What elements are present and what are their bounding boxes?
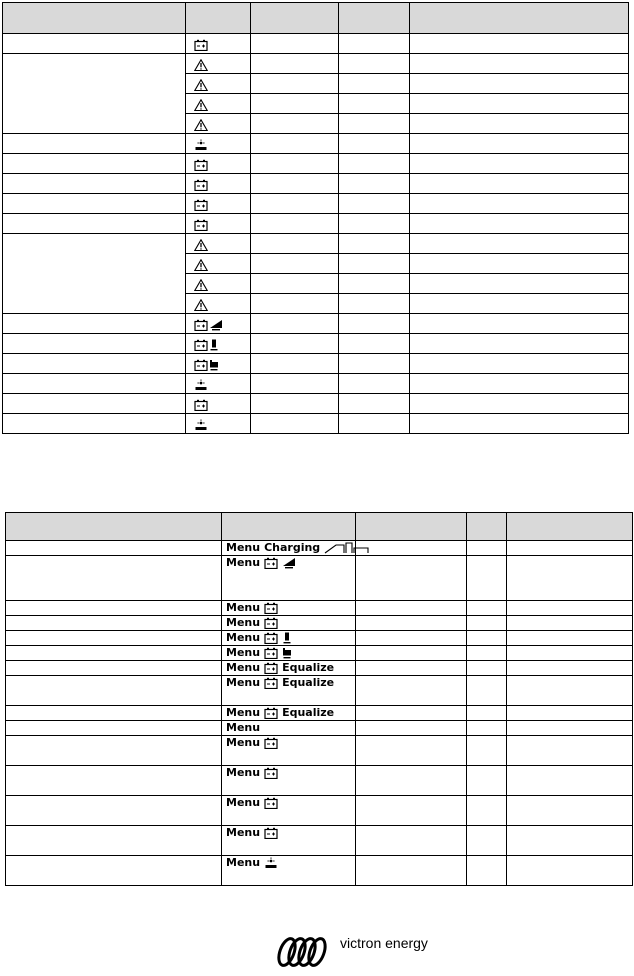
float-icon [209,359,219,371]
value-cell [356,601,467,616]
table-row [3,394,629,414]
value-cell [410,174,629,194]
icon-cell [186,194,251,214]
value-cell [356,616,467,631]
description-cell [3,414,186,434]
menu-path-cell [222,661,356,676]
value-cell [251,94,339,114]
menu-path-cell [222,556,356,601]
value-cell [507,766,633,796]
battery-icon [264,632,278,644]
description-cell [3,174,186,194]
table-row [6,541,633,556]
value-cell [410,194,629,214]
victron-energy-logo [275,932,435,976]
value-cell [356,676,467,706]
description-cell [6,556,222,601]
value-cell [410,314,629,334]
battery-icon [264,557,278,569]
value-cell [339,414,410,434]
menu-path-cell [222,826,356,856]
menu-path-cell [222,601,356,616]
menu-label: Menu [226,646,261,659]
value-cell [339,114,410,134]
status-table [2,2,629,434]
menu-path-cell [222,616,356,631]
value-cell [251,194,339,214]
value-cell [356,556,467,601]
value-cell [251,334,339,354]
table-row [3,134,629,154]
value-cell [356,646,467,661]
value-cell [356,826,467,856]
value-cell [339,374,410,394]
value-cell [507,601,633,616]
logo-mark-icon [275,932,435,972]
value-cell [251,114,339,134]
value-cell [356,541,467,556]
description-cell [6,721,222,736]
battery-icon [194,159,208,171]
icon-cell [186,414,251,434]
header-cell [356,513,467,541]
table-row [6,721,633,736]
value-cell [356,736,467,766]
charge-curve-icon [324,542,370,554]
value-cell [251,34,339,54]
value-cell [251,314,339,334]
header-cell [222,513,356,541]
table-row [6,601,633,616]
menu-label: Menu [226,706,261,719]
description-cell [3,194,186,214]
value-cell [251,294,339,314]
description-cell [3,154,186,174]
value-cell [467,736,507,766]
value-cell [339,314,410,334]
menu-label: Menu [226,721,261,734]
value-cell [507,631,633,646]
value-cell [507,616,633,631]
icon-cell [186,334,251,354]
menu-path-cell [222,796,356,826]
absorption-icon [282,632,292,644]
table-row [6,646,633,661]
table-row [6,826,633,856]
icon-cell [186,34,251,54]
header-cell [186,3,251,34]
menu-label: Menu [226,631,261,644]
battery-icon [194,199,208,211]
value-cell [507,736,633,766]
menu-item-label: Equalize [282,676,335,689]
value-cell [339,94,410,114]
value-cell [356,706,467,721]
absorption-icon [209,339,219,351]
table-row [3,234,629,254]
value-cell [467,601,507,616]
value-cell [467,766,507,796]
battery-icon [264,677,278,689]
icon-cell [186,214,251,234]
value-cell [467,556,507,601]
header-cell [6,513,222,541]
battery-icon [264,617,278,629]
description-cell [3,34,186,54]
icon-cell [186,274,251,294]
battery-icon [194,339,208,351]
description-cell [3,334,186,354]
value-cell [339,54,410,74]
value-cell [507,541,633,556]
value-cell [251,414,339,434]
value-cell [507,661,633,676]
value-cell [339,274,410,294]
battery-icon [264,827,278,839]
value-cell [356,796,467,826]
table-row [3,314,629,334]
menu-path-cell [222,736,356,766]
value-cell [410,354,629,374]
value-cell [410,134,629,154]
value-cell [251,354,339,374]
menu-table [5,512,633,886]
description-cell [6,661,222,676]
value-cell [410,154,629,174]
battery-icon [194,179,208,191]
description-cell [3,134,186,154]
table-row [6,706,633,721]
value-cell [467,661,507,676]
warning-icon [194,99,208,111]
table-row [3,374,629,394]
value-cell [339,194,410,214]
menu-path-cell [222,721,356,736]
header-cell [3,3,186,34]
value-cell [467,706,507,721]
battery-icon [264,662,278,674]
value-cell [507,706,633,721]
icon-cell [186,294,251,314]
warning-icon [194,79,208,91]
icon-cell [186,74,251,94]
value-cell [507,856,633,886]
value-cell [339,174,410,194]
value-cell [356,721,467,736]
table-row [6,796,633,826]
value-cell [410,394,629,414]
value-cell [339,34,410,54]
value-cell [251,374,339,394]
value-cell [410,54,629,74]
menu-path-cell [222,766,356,796]
table-row [6,736,633,766]
value-cell [507,796,633,826]
value-cell [339,214,410,234]
value-cell [251,54,339,74]
battery-icon [194,39,208,51]
value-cell [410,274,629,294]
icon-cell [186,154,251,174]
battery-icon [194,219,208,231]
value-cell [251,154,339,174]
table-row [6,661,633,676]
bulk-icon [282,557,296,569]
menu-label: Menu [226,601,261,614]
warning-icon [194,119,208,131]
menu-path-cell [222,706,356,721]
menu-path-cell [222,631,356,646]
header-cell [467,513,507,541]
value-cell [410,74,629,94]
value-cell [251,234,339,254]
value-cell [339,154,410,174]
menu-path-cell [222,856,356,886]
battery-icon [194,319,208,331]
description-cell [3,214,186,234]
battery-icon [264,647,278,659]
table-row [3,194,629,214]
value-cell [339,334,410,354]
table-row [3,174,629,194]
value-cell [251,254,339,274]
warning-icon [194,299,208,311]
value-cell [410,294,629,314]
value-cell [356,766,467,796]
description-cell [3,374,186,394]
icon-cell [186,254,251,274]
table-row [6,856,633,886]
value-cell [410,254,629,274]
sun-icon [194,419,208,431]
value-cell [356,856,467,886]
value-cell [410,214,629,234]
value-cell [410,374,629,394]
value-cell [410,114,629,134]
menu-label: Menu [226,676,261,689]
description-cell [6,601,222,616]
description-cell [6,766,222,796]
icon-cell [186,234,251,254]
battery-icon [194,359,208,371]
description-cell [6,541,222,556]
value-cell [339,354,410,374]
icon-cell [186,54,251,74]
menu-label: Menu [226,556,261,569]
bulk-icon [209,319,223,331]
value-cell [251,134,339,154]
description-cell [6,706,222,721]
description-cell [3,354,186,374]
value-cell [467,721,507,736]
value-cell [467,541,507,556]
table-row [3,354,629,374]
value-cell [507,676,633,706]
description-cell [3,314,186,334]
value-cell [251,274,339,294]
value-cell [356,631,467,646]
menu-table-header [6,513,633,541]
table-row [3,54,629,74]
table-row [6,616,633,631]
value-cell [410,414,629,434]
value-cell [467,616,507,631]
sun-icon [194,379,208,391]
sun-icon [194,139,208,151]
icon-cell [186,314,251,334]
value-cell [339,134,410,154]
battery-icon [264,737,278,749]
value-cell [251,214,339,234]
description-cell [6,856,222,886]
menu-label: Menu [226,661,261,674]
table-row [6,766,633,796]
battery-icon [264,602,278,614]
menu-item-label: Equalize [282,706,335,719]
menu-label: Menu [226,796,261,809]
value-cell [410,234,629,254]
warning-icon [194,259,208,271]
icon-cell [186,134,251,154]
menu-path-cell [222,541,356,556]
table-row [3,414,629,434]
sun-icon [264,857,278,869]
description-cell [6,676,222,706]
table-row [3,334,629,354]
battery-icon [264,797,278,809]
menu-path-cell [222,646,356,661]
menu-item-label: Equalize [282,661,335,674]
value-cell [410,94,629,114]
value-cell [467,826,507,856]
table-row [3,154,629,174]
value-cell [507,721,633,736]
value-cell [356,661,467,676]
description-cell [3,54,186,134]
table-row [6,631,633,646]
icon-cell [186,114,251,134]
value-cell [251,74,339,94]
menu-label: Menu [226,616,261,629]
value-cell [467,796,507,826]
icon-cell [186,374,251,394]
icon-cell [186,174,251,194]
description-cell [6,796,222,826]
menu-label: Menu [226,856,261,869]
table-row [3,214,629,234]
icon-cell [186,394,251,414]
description-cell [3,394,186,414]
description-cell [6,646,222,661]
description-cell [6,631,222,646]
value-cell [467,631,507,646]
value-cell [339,74,410,94]
table-row [6,556,633,601]
menu-path-cell [222,676,356,706]
menu-label: Menu [226,826,261,839]
logo-text: victron energy [340,935,428,951]
table-row [6,676,633,706]
icon-cell [186,354,251,374]
value-cell [410,34,629,54]
header-cell [251,3,339,34]
battery-icon [264,767,278,779]
status-table-header [3,3,629,34]
header-cell [339,3,410,34]
header-cell [410,3,629,34]
icon-cell [186,94,251,114]
value-cell [339,254,410,274]
description-cell [6,616,222,631]
description-cell [6,736,222,766]
value-cell [410,334,629,354]
table-row [3,34,629,54]
value-cell [467,676,507,706]
value-cell [339,394,410,414]
menu-label: Menu [226,541,261,554]
value-cell [467,856,507,886]
battery-icon [194,399,208,411]
description-cell [3,234,186,314]
battery-icon [264,707,278,719]
warning-icon [194,279,208,291]
header-cell [507,513,633,541]
value-cell [467,646,507,661]
float-icon [282,647,292,659]
value-cell [251,174,339,194]
value-cell [339,234,410,254]
value-cell [507,556,633,601]
value-cell [251,394,339,414]
description-cell [6,826,222,856]
menu-label: Menu [226,766,261,779]
warning-icon [194,239,208,251]
value-cell [507,826,633,856]
value-cell [339,294,410,314]
menu-label: Menu [226,736,261,749]
menu-item-label: Charging [264,541,321,554]
warning-icon [194,59,208,71]
value-cell [507,646,633,661]
